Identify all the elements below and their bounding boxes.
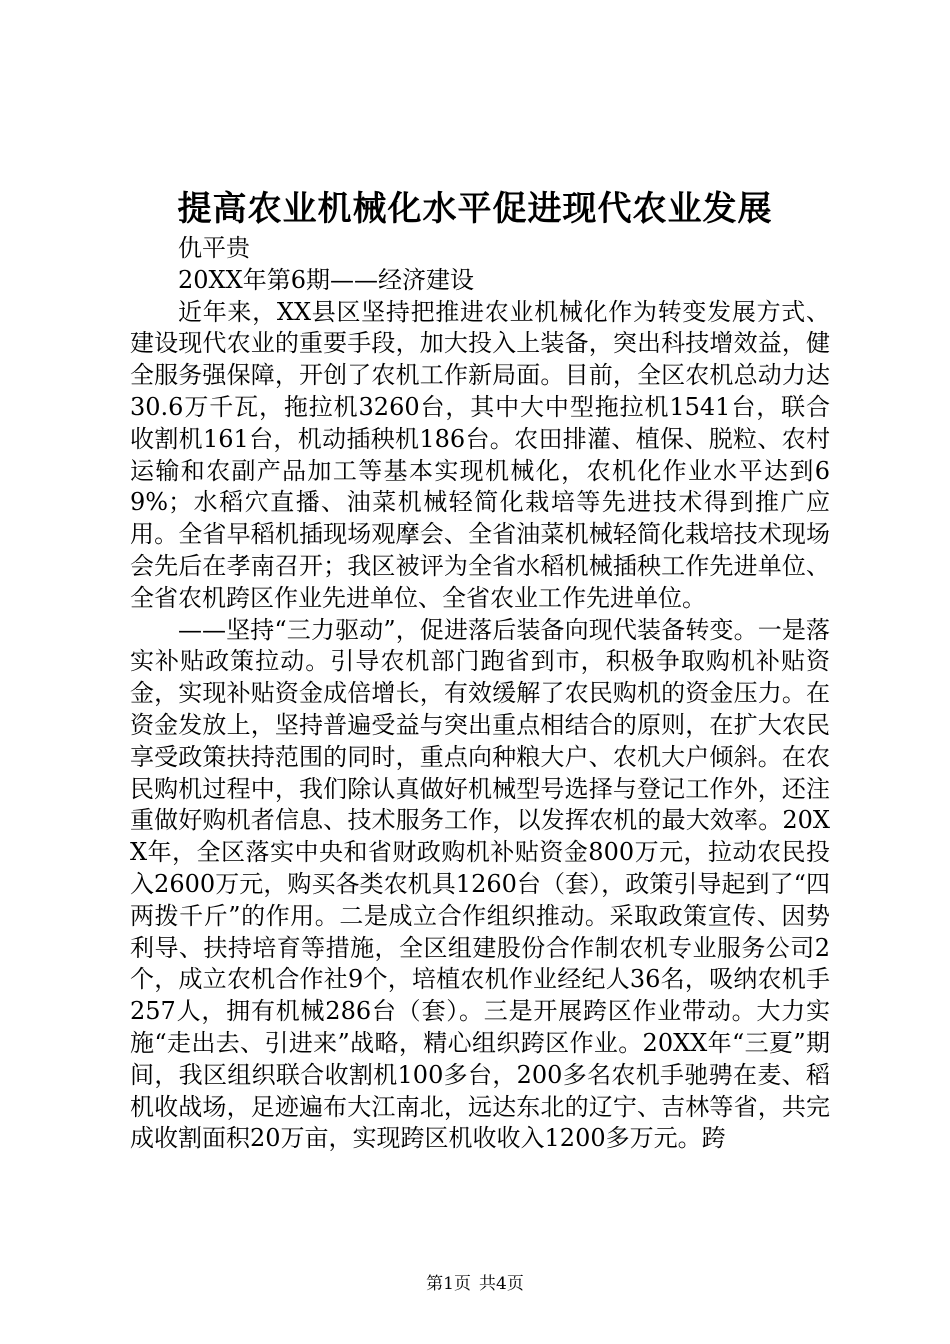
paragraph: ——坚持“三力驱动”，促进落后装备向现代装备转变。一是落实补贴政策拉动。引导农机部门跑省到市，积极争取购机补贴资金，实现补贴资金成倍增长，有效缓解了农民购机的资金压力。在资金发放上，坚持普遍受益与突出重点相结合的原则，在扩大农民享受政策扶持范围的同时，重点向种粮大户、农机大户倾斜。在农民购机过程中，我们除认真做好机械型号选择与登记工作外，还注重做好购机者信息、技术服务工作，以发挥农机的最大效率。20XX年，全区落实中央和省财政购机补贴资金800万元，拉动农民投入2600万元，购买各类农机具1260台（套），政策引导起到了“四两拨千斤”的作用。二是成立合作组织推动。采取政策宣传、因势利导、扶持培育等措施，全区组建股份合作制农机专业服务公司2个，成立农机合作社9个，培植农机作业经纪人36名，吸纳农机手257人，拥有机械286台（套）。三是开展跨区作业带动。大力实施“走出去、引进来”战略，精心组织跨区作业。20XX年“三夏”期间，我区组织联合收割机100多台，200多名农机手驰骋在麦、稻机收战场，足迹遍布大江南北，远达东北的辽宁、吉林等省，共完成收割面积20万亩，实现跨区机收收入1200多万元。跨 [130,615,830,1153]
author-line: 仇平贵 [178,234,250,262]
page-footer [0,1272,950,1296]
page-number: 第1页 [426,1274,471,1294]
issue-line: 20XX年第6期——经济建设 [178,265,474,294]
document-body [130,233,830,1155]
paragraph: 近年来，XX县区坚持把推进农业机械化作为转变发展方式、建设现代农业的重要手段，加大投入上装备，突出科技增效益，健全服务强保障，开创了农机工作新局面。目前，全区农机总动力达30.6万千瓦，拖拉机3260台，其中大中型拖拉机1541台，联合收割机161台，机动插秧机186台。农田排灌、植保、脱粒、农村运输和农副产品加工等基本实现机械化，农机化作业水平达到69%；水稻穴直播、油菜机械轻简化栽培等先进技术得到推广应用。全省早稻机插现场观摩会、全省油菜机械轻简化栽培技术现场会先后在孝南召开；我区被评为全省水稻机械插秧工作先进单位、全省农机跨区作业先进单位、全省农业工作先进单位。 [130,297,830,612]
document-title: 提高农业机械化水平促进现代农业发展 [177,189,773,229]
page-total: 共4页 [479,1274,524,1294]
